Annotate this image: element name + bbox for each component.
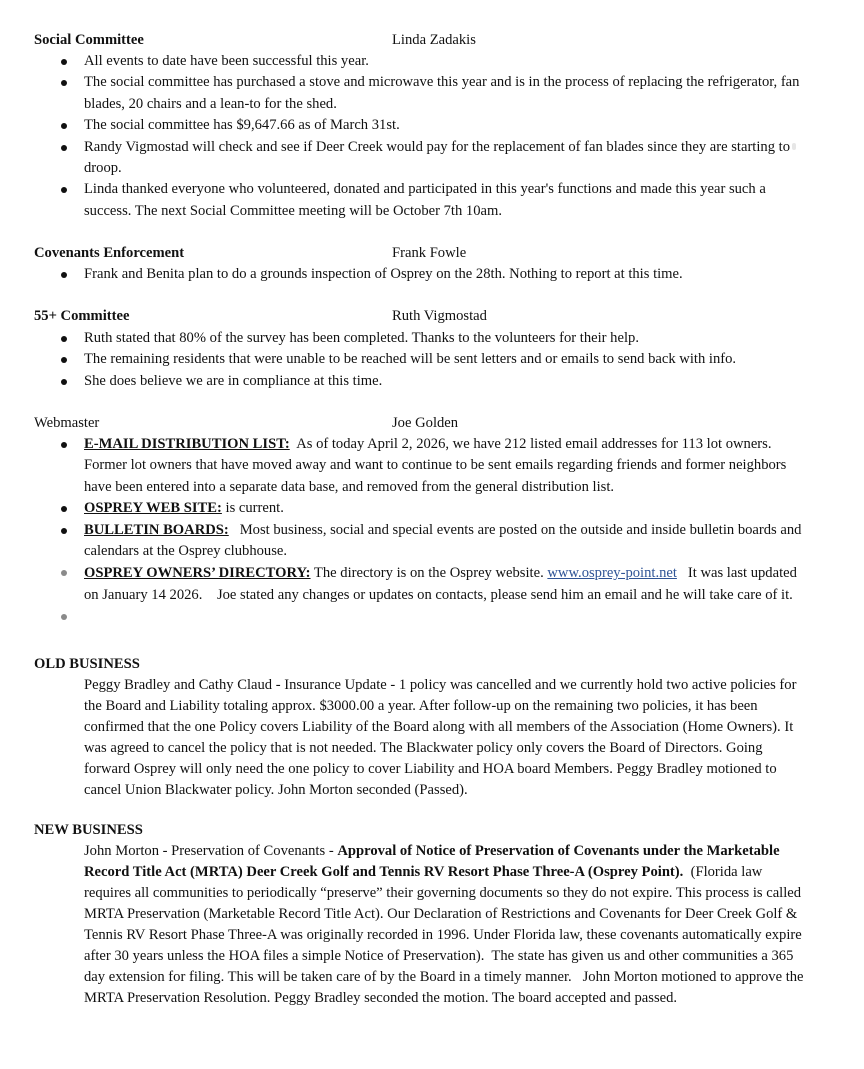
- list-item: [0, 137, 864, 180]
- bullet-icon: [61, 80, 67, 86]
- web-site-label: OSPREY WEB SITE:: [84, 500, 222, 517]
- list-item-text: As of today April 2, 2026, we have 212 listed email addresses for 113 lot owners. Former lot owners that have moved away and want to continue to be sent emails regarding friends and former neighbors have been entered into a separate data base, and removed from the general distribution list.: [84, 436, 790, 495]
- list-item: [0, 51, 864, 72]
- bullet-icon: [61, 145, 67, 151]
- list-item-text: Randy Vigmostad will check and see if Deer Creek would pay for the replacement of fan blades since they are starting to droop.: [84, 138, 791, 177]
- social-committee-list: [0, 51, 864, 222]
- bullet-icon: [61, 528, 67, 534]
- new-business-paragraph: [84, 841, 808, 1009]
- list-item-text: It was last updated on January 14 2026. Joe stated any changes or updates on contacts, please send him an email and he will take care of it.: [84, 565, 801, 604]
- list-item-text: Most business, social and special events are posted on the outside and inside bulletin boards and calendars at the Osprey clubhouse.: [84, 521, 806, 560]
- list-item-text: The social committee has $9,647.66 as of March 31st.: [84, 117, 400, 134]
- list-item-text: Frank and Benita plan to do a grounds inspection of Osprey on the 28th. Nothing to report at this time.: [84, 266, 683, 282]
- list-item-text: Linda thanked everyone who volunteered, donated and participated in this year's functions and made this year such a success. The next Social Committee meeting will be October 7th 10am.: [84, 181, 766, 219]
- list-item-text: is current.: [221, 500, 284, 517]
- owners-directory-label: OSPREY OWNERS’ DIRECTORY:: [84, 565, 311, 582]
- bullet-icon: [61, 272, 67, 278]
- list-item-text: She does believe we are in compliance at this time.: [84, 372, 383, 389]
- list-item: [0, 434, 864, 498]
- bullet-icon: [61, 379, 67, 385]
- old-business-heading: OLD BUSINESS: [34, 656, 140, 672]
- list-item: [0, 520, 864, 563]
- covenants-enforcement-heading: Covenants Enforcement: [34, 245, 185, 261]
- bullet-icon: [61, 570, 67, 576]
- social-committee-heading: Social Committee: [34, 32, 144, 48]
- list-item-text: Ruth stated that 80% of the survey has been completed. Thanks to the volunteers for their help.: [84, 330, 639, 346]
- committee-55-list: [0, 328, 864, 392]
- new-business-body: (Florida law requires all communities to periodically “preserve” their governing documents so they do not expire. This process is called MRTA Preservation (Marketable Record Title Act). Our Declaration of Restrictions and Covenants for Deer Creek Golf & Tennis RV Resort Phase Three-A was originally recorded in 1996. Under Florida law, these covenants automatically expire after 30 years unless the HOA files a simple Notice of Preservation). The state has given us and other communities a 365 day extension for filing. This will be taken care of by the Board in a timely manner. John Morton motioned to approve the MRTA Preservation Resolution. Peggy Bradley seconded the motion. The board accepted and passed.: [84, 864, 808, 1006]
- old-business-paragraph: Peggy Bradley and Cathy Claud - Insurance Update - 1 policy was cancelled and we currently hold two active policies for the Board and Liability totaling approx. $3000.00 a year. After follow-up on the remaining two policies, it has been confirmed that the one Policy covers Liability of the Board along with all members of the Association (Home Owners). It was agreed to cancel the policy that is not needed. The Blackwater policy only covers the Board of Directors. Going forward Osprey will only need the one policy to cover Liability and HOA board Members. Peggy Bradley motioned to cancel Union Blackwater policy. John Morton seconded (Passed).: [84, 677, 797, 798]
- bulletin-boards-label: BULLETIN BOARDS:: [84, 521, 229, 538]
- bullet-icon: [61, 336, 67, 342]
- list-item-text: The directory is on the Osprey website.: [310, 565, 548, 582]
- list-item-text: The remaining residents that were unable to be reached will be sent letters and or emails to send back with info.: [84, 351, 737, 368]
- bullet-icon: [61, 123, 67, 129]
- new-business-title: Approval of Notice of Preservation of Covenants under the Marketable Record Title Act (MRTA) Deer Creek Golf and Tennis RV Resort Phase Three-A (Osprey Point).: [84, 843, 780, 880]
- scan-artifact: [792, 143, 796, 150]
- committee-55-person: Ruth Vigmostad: [392, 308, 487, 324]
- list-item-text: The social committee has purchased a stove and microwave this year and is in the process of replacing the refrigerator, fan blades, 20 chairs and a lean-to for the shed.: [84, 74, 800, 112]
- bullet-icon: [61, 59, 67, 65]
- list-item: [0, 264, 864, 285]
- bullet-icon: [61, 506, 67, 512]
- empty-list-item: [0, 606, 864, 628]
- list-item: [0, 115, 864, 136]
- list-item-text: All events to date have been successful this year.: [84, 53, 369, 69]
- bullet-icon: [61, 357, 67, 363]
- osprey-website-link[interactable]: www.osprey-point.net: [547, 565, 677, 582]
- new-business-intro: John Morton - Preservation of Covenants -: [84, 843, 338, 859]
- list-item: [0, 349, 864, 370]
- covenants-enforcement-list: [0, 264, 864, 285]
- list-item: [0, 498, 864, 519]
- list-item: [0, 371, 864, 392]
- committee-55-heading: 55+ Committee: [34, 308, 130, 324]
- bullet-icon: [61, 187, 67, 193]
- bullet-icon: [61, 614, 67, 620]
- webmaster-person: Joe Golden: [392, 415, 459, 431]
- list-item: [0, 179, 864, 222]
- list-item: [0, 562, 864, 606]
- webmaster-heading: Webmaster: [34, 415, 100, 431]
- webmaster-list: [0, 434, 864, 628]
- list-item: [0, 72, 864, 115]
- list-item: [0, 328, 864, 349]
- covenants-enforcement-person: Frank Fowle: [392, 245, 467, 261]
- email-distribution-label: E-MAIL DISTRIBUTION LIST:: [84, 436, 290, 452]
- bullet-icon: [61, 442, 67, 448]
- social-committee-person: Linda Zadakis: [392, 32, 476, 48]
- new-business-heading: NEW BUSINESS: [34, 822, 143, 838]
